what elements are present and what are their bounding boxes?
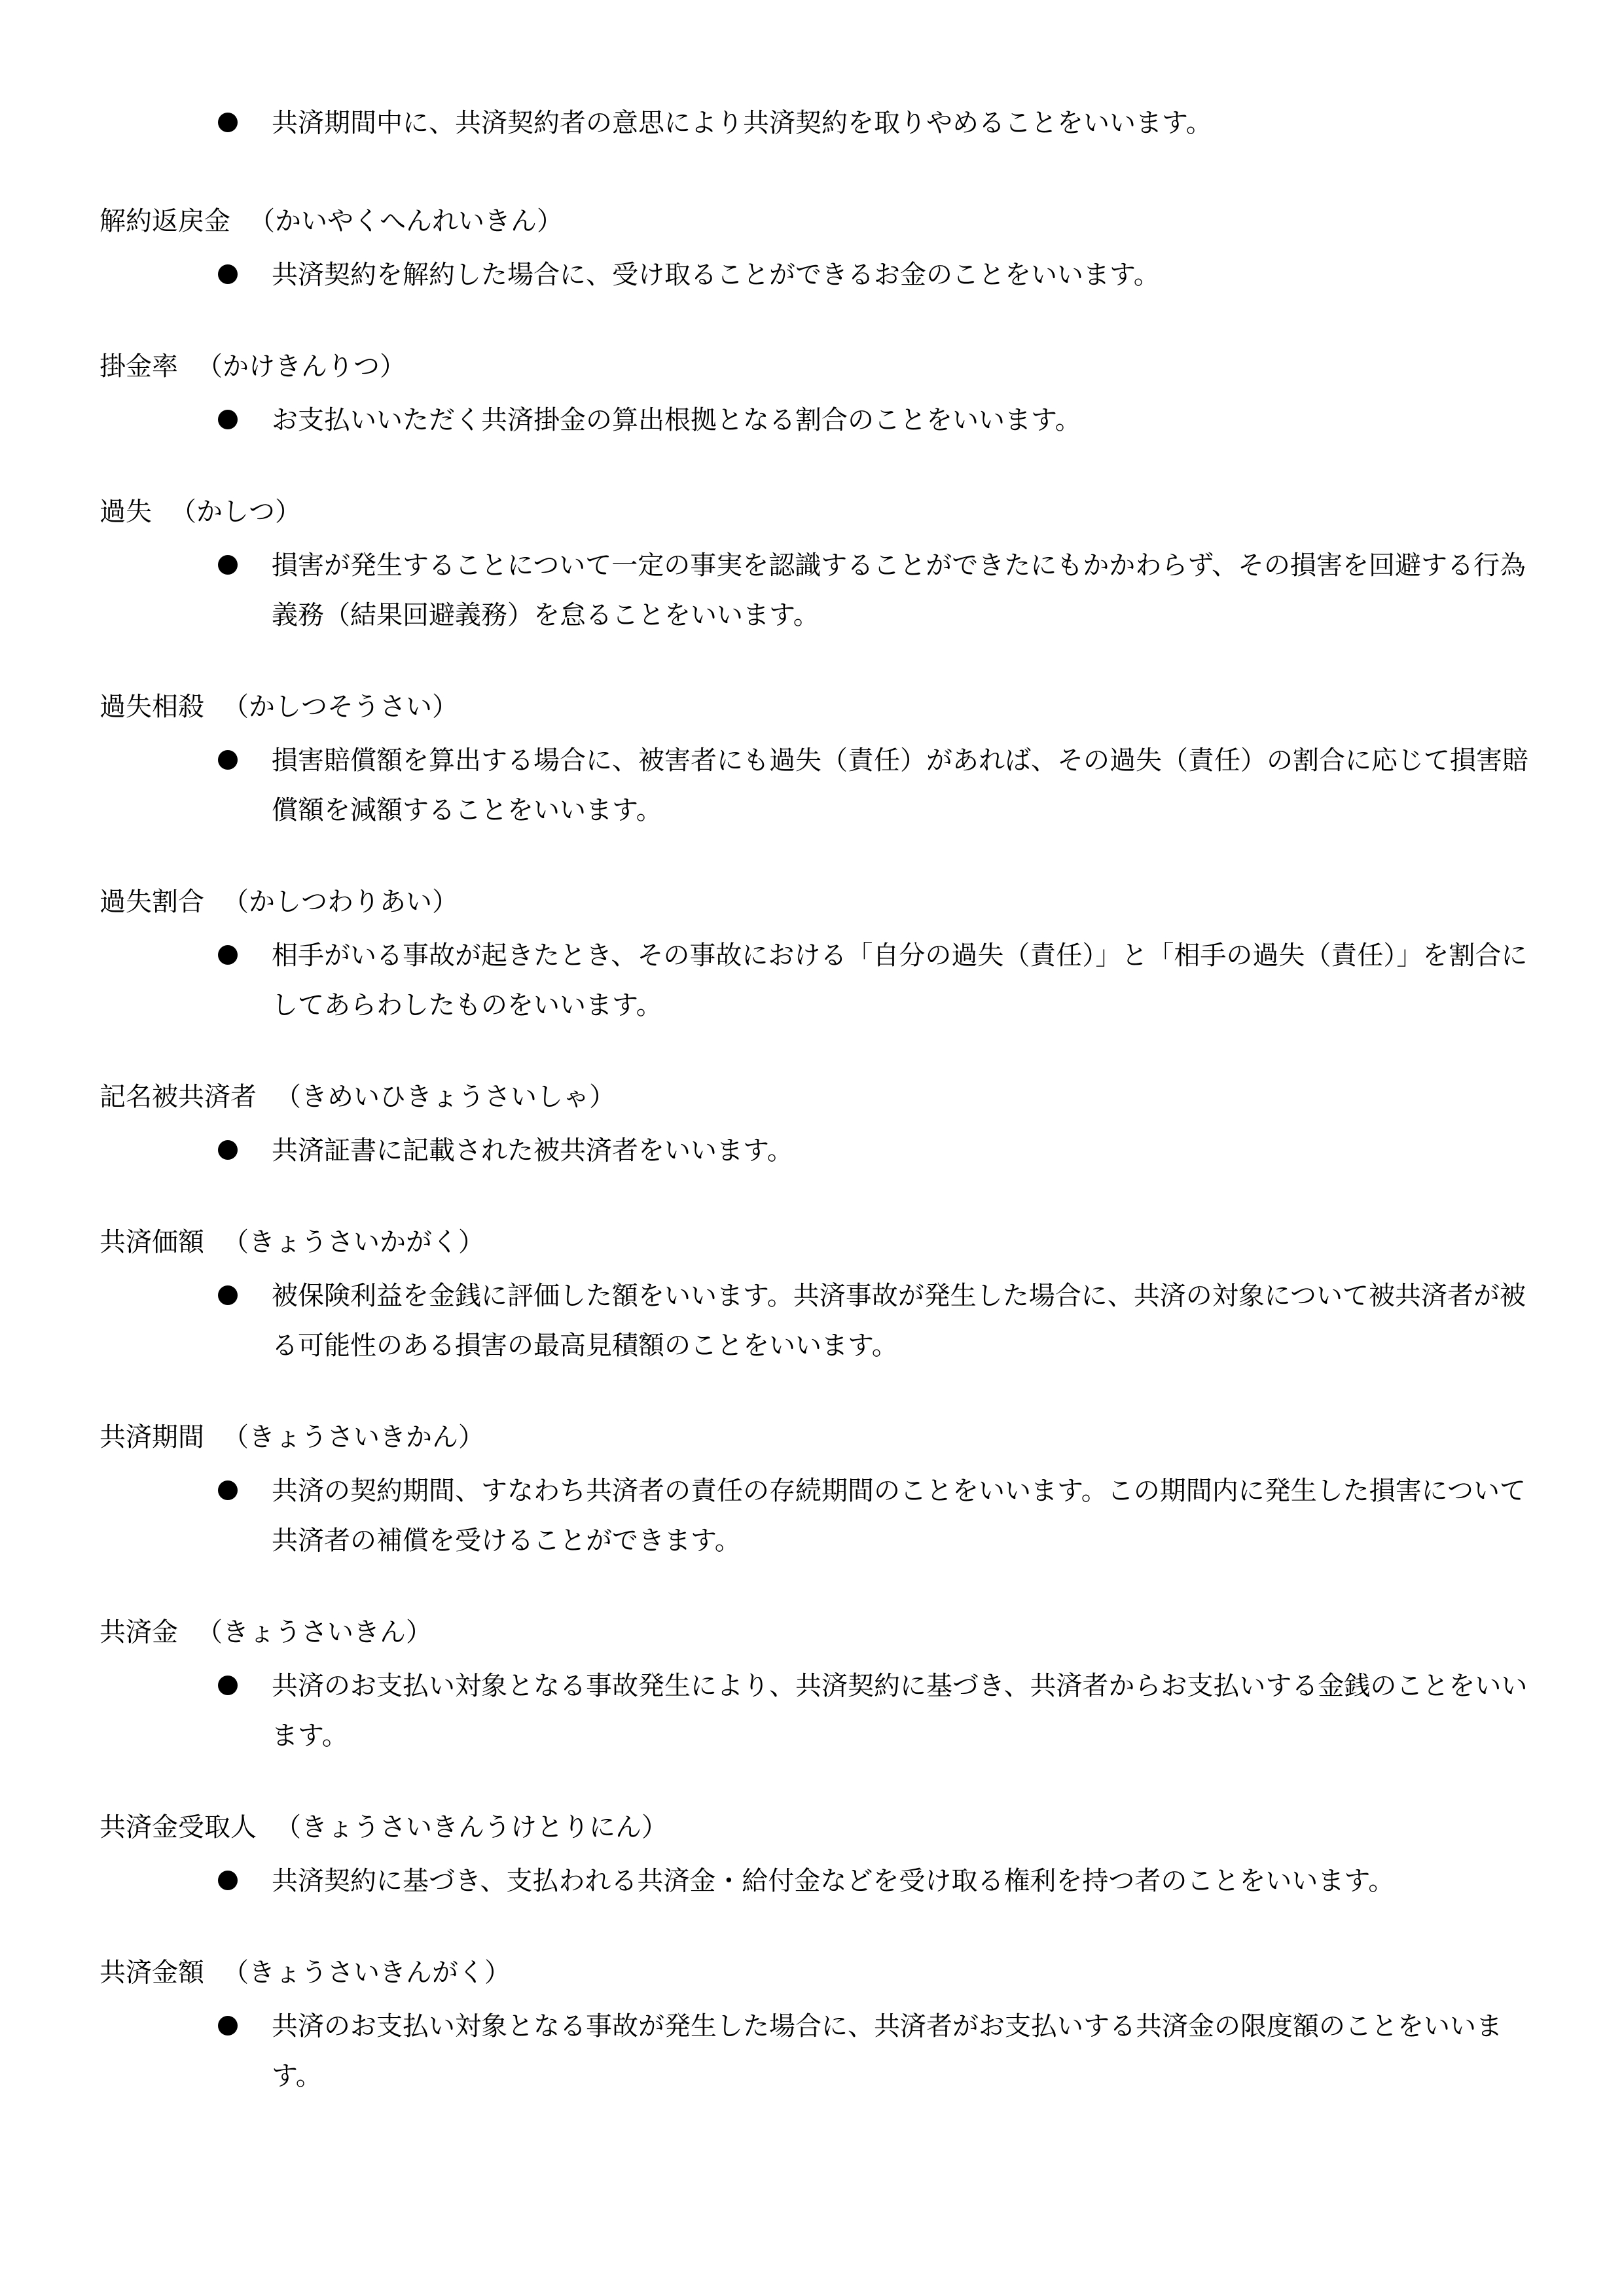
term-reading: （きょうさいかがく） xyxy=(223,1227,484,1257)
description-text: 共済のお支払い対象となる事故が発生した場合に、共済者がお支払いする共済金の限度額のことをいいます。 xyxy=(272,2011,1502,2091)
description-text: お支払いいただく共済掛金の算出根拠となる割合のことをいいます。 xyxy=(272,405,1081,435)
term-name: 共済金受取人 xyxy=(99,1812,257,1842)
term-name: 過失 xyxy=(99,497,152,527)
description-text: 共済契約を解約した場合に、受け取ることができるお金のことをいいます。 xyxy=(272,260,1160,290)
term-reading: （かけきんりつ） xyxy=(196,351,406,382)
term-heading xyxy=(99,350,406,384)
term-reading: （きめいひきょうさいしゃ） xyxy=(275,1082,615,1112)
term-heading xyxy=(99,885,458,919)
term-name: 解約返戻金 xyxy=(99,206,230,236)
description-text: 損害が発生することについて一定の事実を認識することができたにもかかわらず、その損害を回避する行為義務（結果回避義務）を怠ることをいいます。 xyxy=(272,550,1526,630)
term-reading: （きょうさいきんうけとりにん） xyxy=(275,1812,668,1842)
description-text: 共済の契約期間、すなわち共済者の責任の存続期間のことをいいます。この期間内に発生した損害について共済者の補償を受けることができます。 xyxy=(272,1476,1526,1556)
term-reading: （きょうさいきかん） xyxy=(223,1422,484,1452)
description-text: 相手がいる事故が起きたとき、その事故における「自分の過失（責任）」と「相手の過失（責任）」を割合にしてあらわしたものをいいます。 xyxy=(272,941,1528,1020)
bullet-icon xyxy=(218,264,238,284)
term-heading xyxy=(99,1956,511,1990)
term-heading xyxy=(99,1615,432,1649)
term-name: 共済金 xyxy=(99,1617,178,1647)
description-text: 共済契約に基づき、支払われる共済金・給付金などを受け取る権利を持つ者のことをいいます。 xyxy=(272,1866,1395,1896)
bullet-icon xyxy=(218,410,238,429)
term-heading xyxy=(99,495,301,529)
description-text: 共済のお支払い対象となる事故発生により、共済契約に基づき、共済者からお支払いする金銭のことをいいます。 xyxy=(272,1671,1528,1751)
description-text: 被保険利益を金銭に評価した額をいいます。共済事故が発生した場合に、共済の対象について被共済者が被る可能性のある損害の最高見積額のことをいいます。 xyxy=(272,1281,1526,1361)
bullet-icon xyxy=(218,1480,238,1500)
bullet-icon xyxy=(218,1140,238,1160)
term-name: 共済期間 xyxy=(99,1422,204,1452)
description-text: 損害賠償額を算出する場合に、被害者にも過失（責任）があれば、その過失（責任）の割合に応じて損害賠償額を減額することをいいます。 xyxy=(272,745,1528,825)
term-reading: （かしつわりあい） xyxy=(223,887,458,917)
term-heading xyxy=(99,690,458,724)
term-reading: （かしつ） xyxy=(170,497,301,527)
term-name: 共済価額 xyxy=(99,1227,204,1257)
term-reading: （きょうさいきん） xyxy=(196,1617,432,1647)
term-reading: （かしつそうさい） xyxy=(223,692,458,722)
bullet-icon xyxy=(218,2016,238,2036)
bullet-icon xyxy=(218,1285,238,1305)
bullet-icon xyxy=(218,945,238,965)
term-name: 過失割合 xyxy=(99,887,204,917)
bullet-icon xyxy=(218,1676,238,1695)
term-heading xyxy=(99,1420,484,1454)
bullet-icon xyxy=(218,555,238,575)
description-text: 共済証書に記載された被共済者をいいます。 xyxy=(272,1136,793,1166)
term-heading xyxy=(99,204,563,238)
term-name: 記名被共済者 xyxy=(99,1082,257,1112)
term-heading xyxy=(99,1810,668,1844)
term-reading: （きょうさいきんがく） xyxy=(223,1958,511,1988)
bullet-icon xyxy=(218,750,238,770)
bullet-icon xyxy=(218,113,238,132)
description-text: 共済期間中に、共済契約者の意思により共済契約を取りやめることをいいます。 xyxy=(272,108,1212,138)
term-heading xyxy=(99,1080,615,1114)
term-heading xyxy=(99,1225,484,1259)
bullet-icon xyxy=(218,1871,238,1890)
term-name: 掛金率 xyxy=(99,351,178,382)
term-name: 共済金額 xyxy=(99,1958,204,1988)
term-name: 過失相殺 xyxy=(99,692,204,722)
term-reading: （かいやくへんれいきん） xyxy=(249,206,563,236)
